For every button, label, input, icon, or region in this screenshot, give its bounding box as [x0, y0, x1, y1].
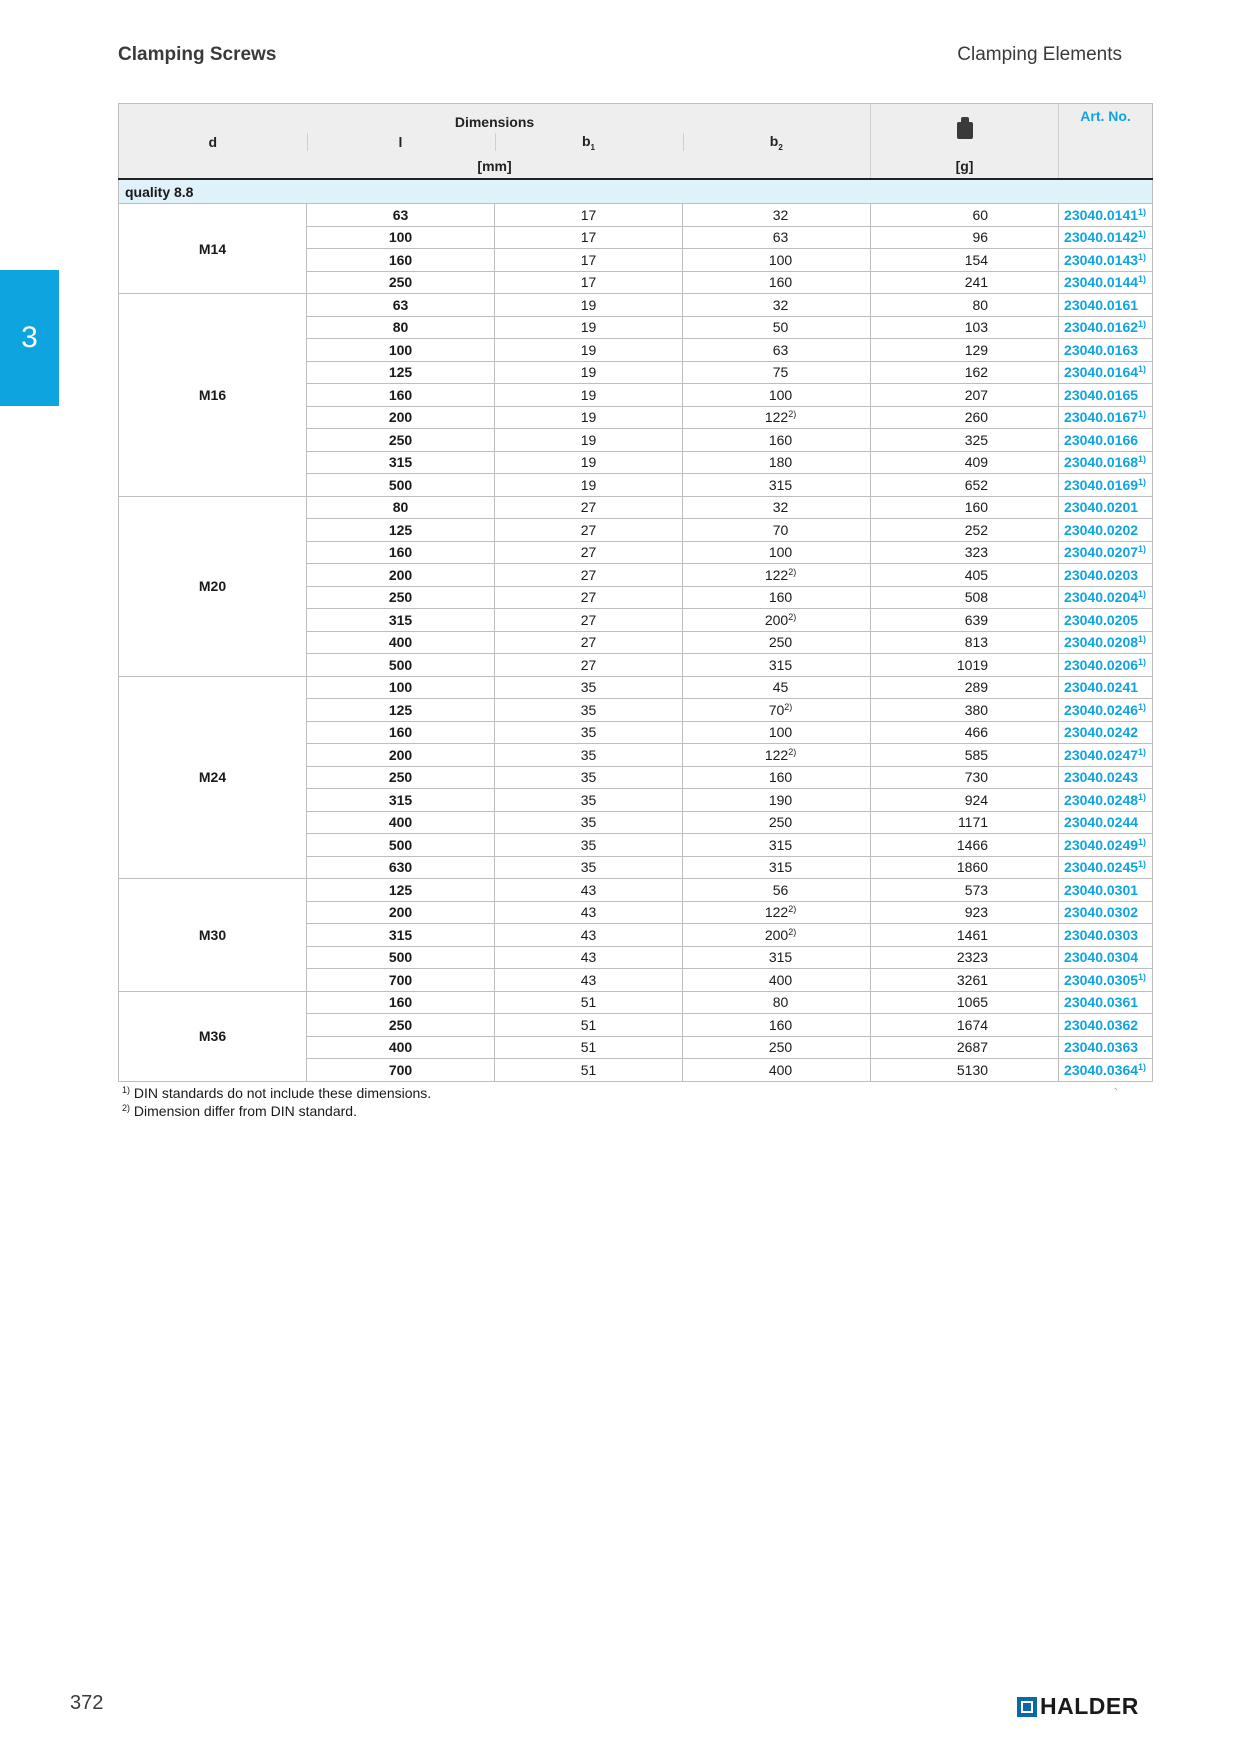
- b1-cell: 35: [495, 699, 683, 722]
- weight-cell: 924: [871, 789, 1059, 812]
- b1-cell: 17: [495, 271, 683, 294]
- weight-cell: 405: [871, 564, 1059, 587]
- art-no-link[interactable]: 23040.0302: [1059, 901, 1153, 924]
- b1-cell: 51: [495, 1036, 683, 1059]
- b1-cell: 19: [495, 406, 683, 429]
- art-no-link[interactable]: 23040.0242: [1059, 721, 1153, 744]
- weight-cell: 289: [871, 676, 1059, 699]
- weight-cell: 573: [871, 879, 1059, 902]
- weight-cell: 1019: [871, 654, 1059, 677]
- chapter-tab[interactable]: 3: [0, 270, 59, 406]
- art-no-link[interactable]: 23040.0165: [1059, 384, 1153, 407]
- length-cell: 315: [307, 924, 495, 947]
- b2-cell: 315: [683, 856, 871, 879]
- length-cell: 125: [307, 361, 495, 384]
- art-no-link[interactable]: 23040.0162$^{1)}$: [1059, 316, 1153, 339]
- weight-cell: 260: [871, 406, 1059, 429]
- b2-cell: 160: [683, 586, 871, 609]
- b2-cell: 50: [683, 316, 871, 339]
- art-no-link[interactable]: 23040.0201: [1059, 496, 1153, 519]
- b1-cell: 27: [495, 654, 683, 677]
- b1-cell: 17: [495, 226, 683, 249]
- b2-cell: 70$^{2)}$: [683, 699, 871, 722]
- weight-cell: 380: [871, 699, 1059, 722]
- b1-cell: 35: [495, 721, 683, 744]
- b2-cell: 315: [683, 946, 871, 969]
- weight-cell: 813: [871, 631, 1059, 654]
- length-cell: 250: [307, 586, 495, 609]
- page-number: 372: [70, 1692, 104, 1714]
- section-title: Clamping Screws: [118, 44, 277, 65]
- footnote-2: $^{2)}$ Dimension differ from DIN standard.: [122, 1103, 357, 1119]
- art-no-link[interactable]: 23040.0361: [1059, 991, 1153, 1014]
- b1-cell: 27: [495, 564, 683, 587]
- art-no-link[interactable]: 23040.0168$^{1)}$: [1059, 451, 1153, 474]
- art-no-link[interactable]: 23040.0202: [1059, 519, 1153, 542]
- quality-section: [119, 179, 1153, 204]
- art-no-link[interactable]: 23040.0166: [1059, 429, 1153, 452]
- art-no-link[interactable]: 23040.0249$^{1)}$: [1059, 834, 1153, 857]
- b1-cell: 19: [495, 384, 683, 407]
- thread-size-cell: M20: [119, 496, 307, 676]
- b1-cell: 27: [495, 519, 683, 542]
- thread-size-cell: M30: [119, 879, 307, 992]
- b2-cell: 250: [683, 631, 871, 654]
- art-no-link[interactable]: 23040.0241: [1059, 676, 1153, 699]
- table-row: [119, 991, 1153, 1014]
- art-no-link[interactable]: 23040.0161: [1059, 294, 1153, 317]
- b1-cell: 27: [495, 609, 683, 632]
- thread-size-cell: M36: [119, 991, 307, 1081]
- b1-cell: 27: [495, 631, 683, 654]
- length-cell: 315: [307, 451, 495, 474]
- weight-cell: 154: [871, 249, 1059, 272]
- length-cell: 160: [307, 249, 495, 272]
- weight-cell: 207: [871, 384, 1059, 407]
- b2-cell: 315: [683, 834, 871, 857]
- halder-logo-icon: [1017, 1697, 1037, 1717]
- art-no-header: Art. No.: [1059, 104, 1153, 180]
- length-cell: 200: [307, 406, 495, 429]
- b1-cell: 43: [495, 924, 683, 947]
- weight-cell: 1674: [871, 1014, 1059, 1037]
- footnote-1: $^{1)}$ DIN standards do not include these dimensions.: [122, 1085, 432, 1101]
- chapter-title: Clamping Elements: [957, 44, 1122, 65]
- b1-cell: 35: [495, 744, 683, 767]
- art-no-link[interactable]: 23040.0305$^{1)}$: [1059, 969, 1153, 992]
- weight-cell: 60: [871, 204, 1059, 227]
- art-no-link[interactable]: 23040.0163: [1059, 339, 1153, 362]
- weight-cell: 730: [871, 766, 1059, 789]
- b1-cell: 27: [495, 541, 683, 564]
- unit-g: [g]: [871, 154, 1059, 179]
- table-body: [119, 204, 1153, 1082]
- b2-cell: 160: [683, 766, 871, 789]
- length-cell: 400: [307, 1036, 495, 1059]
- art-no-link[interactable]: 23040.0363: [1059, 1036, 1153, 1059]
- col-d-header: d: [119, 130, 307, 154]
- art-no-link[interactable]: 23040.0206$^{1)}$: [1059, 654, 1153, 677]
- length-cell: 125: [307, 879, 495, 902]
- weight-cell: 1065: [871, 991, 1059, 1014]
- b2-cell: 63: [683, 226, 871, 249]
- weight-cell: 639: [871, 609, 1059, 632]
- weight-cell: 1461: [871, 924, 1059, 947]
- b2-cell: 100: [683, 541, 871, 564]
- product-table-wrap: [118, 103, 1147, 1082]
- col-b1-header: $b_1$: [495, 130, 683, 154]
- b2-cell: 400: [683, 969, 871, 992]
- b1-cell: 35: [495, 856, 683, 879]
- art-no-link[interactable]: 23040.0248$^{1)}$: [1059, 789, 1153, 812]
- length-cell: 63: [307, 204, 495, 227]
- product-table: [118, 103, 1153, 1082]
- weight-header: [871, 104, 1059, 155]
- art-no-link[interactable]: 23040.0142$^{1)}$: [1059, 226, 1153, 249]
- art-no-link[interactable]: 23040.0164$^{1)}$: [1059, 361, 1153, 384]
- b1-cell: 35: [495, 834, 683, 857]
- weight-cell: 508: [871, 586, 1059, 609]
- b2-cell: 160: [683, 271, 871, 294]
- table-row: [119, 676, 1153, 699]
- col-l-header: l: [307, 130, 495, 154]
- art-no-link[interactable]: 23040.0204$^{1)}$: [1059, 586, 1153, 609]
- b1-cell: 27: [495, 496, 683, 519]
- b2-cell: 45: [683, 676, 871, 699]
- art-no-link[interactable]: 23040.0301: [1059, 879, 1153, 902]
- length-cell: 250: [307, 766, 495, 789]
- length-cell: 160: [307, 541, 495, 564]
- b1-cell: 19: [495, 316, 683, 339]
- dimensions-group-header: Dimensions: [119, 104, 871, 131]
- length-cell: 400: [307, 631, 495, 654]
- weight-cell: 129: [871, 339, 1059, 362]
- b2-cell: 75: [683, 361, 871, 384]
- length-cell: 500: [307, 654, 495, 677]
- b2-cell: 122$^{2)}$: [683, 901, 871, 924]
- length-cell: 100: [307, 676, 495, 699]
- b2-cell: 200$^{2)}$: [683, 924, 871, 947]
- b2-cell: 100: [683, 384, 871, 407]
- footnotes: [122, 1084, 431, 1120]
- length-cell: 500: [307, 834, 495, 857]
- b1-cell: 17: [495, 204, 683, 227]
- length-cell: 630: [307, 856, 495, 879]
- b2-cell: 32: [683, 496, 871, 519]
- art-no-link[interactable]: 23040.0205: [1059, 609, 1153, 632]
- length-cell: 100: [307, 339, 495, 362]
- thread-size-cell: M16: [119, 294, 307, 497]
- weight-cell: 103: [871, 316, 1059, 339]
- length-cell: 250: [307, 429, 495, 452]
- b2-cell: 122$^{2)}$: [683, 406, 871, 429]
- art-no-link[interactable]: 23040.0364$^{1)}$: [1059, 1059, 1153, 1082]
- weight-cell: 585: [871, 744, 1059, 767]
- length-cell: 700: [307, 1059, 495, 1082]
- thread-size-cell: M14: [119, 204, 307, 294]
- thread-size-cell: M24: [119, 676, 307, 879]
- weight-cell: 162: [871, 361, 1059, 384]
- halder-logo: [1017, 1693, 1139, 1720]
- weight-cell: 5130: [871, 1059, 1059, 1082]
- b1-cell: 35: [495, 789, 683, 812]
- length-cell: 315: [307, 789, 495, 812]
- length-cell: 80: [307, 496, 495, 519]
- b1-cell: 19: [495, 451, 683, 474]
- weight-cell: 2323: [871, 946, 1059, 969]
- weight-cell: 96: [871, 226, 1059, 249]
- art-no-link[interactable]: 23040.0247$^{1)}$: [1059, 744, 1153, 767]
- weight-icon: [957, 117, 973, 139]
- b2-cell: 70: [683, 519, 871, 542]
- length-cell: 160: [307, 384, 495, 407]
- b1-cell: 27: [495, 586, 683, 609]
- art-no-link[interactable]: 23040.0245$^{1)}$: [1059, 856, 1153, 879]
- b2-cell: 32: [683, 204, 871, 227]
- b2-cell: 122$^{2)}$: [683, 564, 871, 587]
- art-no-link[interactable]: 23040.0207$^{1)}$: [1059, 541, 1153, 564]
- art-no-link[interactable]: 23040.0143$^{1)}$: [1059, 249, 1153, 272]
- art-no-link[interactable]: 23040.0304: [1059, 946, 1153, 969]
- b2-cell: 160: [683, 429, 871, 452]
- b2-cell: 400: [683, 1059, 871, 1082]
- weight-cell: 252: [871, 519, 1059, 542]
- b1-cell: 43: [495, 969, 683, 992]
- art-no-link[interactable]: 23040.0303: [1059, 924, 1153, 947]
- col-b2-header: $b_2$: [683, 130, 871, 154]
- length-cell: 63: [307, 294, 495, 317]
- b1-cell: 35: [495, 811, 683, 834]
- table-header: [119, 104, 1153, 180]
- b2-cell: 180: [683, 451, 871, 474]
- b1-cell: 51: [495, 1014, 683, 1037]
- art-no-link[interactable]: 23040.0244: [1059, 811, 1153, 834]
- b2-cell: 315: [683, 654, 871, 677]
- b2-cell: 250: [683, 1036, 871, 1059]
- length-cell: 160: [307, 721, 495, 744]
- b1-cell: 19: [495, 474, 683, 497]
- b2-cell: 250: [683, 811, 871, 834]
- b1-cell: 35: [495, 676, 683, 699]
- b2-cell: 122$^{2)}$: [683, 744, 871, 767]
- b2-cell: 200$^{2)}$: [683, 609, 871, 632]
- b2-cell: 80: [683, 991, 871, 1014]
- length-cell: 400: [307, 811, 495, 834]
- b2-cell: 100: [683, 721, 871, 744]
- b1-cell: 43: [495, 879, 683, 902]
- b1-cell: 51: [495, 991, 683, 1014]
- weight-cell: 652: [871, 474, 1059, 497]
- logo-text: HALDER: [1040, 1693, 1139, 1719]
- weight-cell: 1466: [871, 834, 1059, 857]
- b1-cell: 19: [495, 294, 683, 317]
- length-cell: 200: [307, 744, 495, 767]
- b2-cell: 56: [683, 879, 871, 902]
- weight-cell: 3261: [871, 969, 1059, 992]
- weight-cell: 241: [871, 271, 1059, 294]
- length-cell: 200: [307, 901, 495, 924]
- quality-label: quality 8.8: [119, 179, 1153, 204]
- b2-cell: 32: [683, 294, 871, 317]
- table-row: [119, 294, 1153, 317]
- b1-cell: 19: [495, 339, 683, 362]
- length-cell: 250: [307, 271, 495, 294]
- art-no-link[interactable]: 23040.0167$^{1)}$: [1059, 406, 1153, 429]
- weight-cell: 1860: [871, 856, 1059, 879]
- b1-cell: 43: [495, 901, 683, 924]
- art-no-link[interactable]: 23040.0203: [1059, 564, 1153, 587]
- b1-cell: 43: [495, 946, 683, 969]
- weight-cell: 923: [871, 901, 1059, 924]
- b1-cell: 17: [495, 249, 683, 272]
- tick-mark: `: [1114, 1086, 1118, 1100]
- weight-cell: 80: [871, 294, 1059, 317]
- length-cell: 200: [307, 564, 495, 587]
- table-row: [119, 204, 1153, 227]
- b2-cell: 315: [683, 474, 871, 497]
- b1-cell: 19: [495, 429, 683, 452]
- art-no-link[interactable]: 23040.0246$^{1)}$: [1059, 699, 1153, 722]
- b2-cell: 190: [683, 789, 871, 812]
- b1-cell: 51: [495, 1059, 683, 1082]
- art-no-link[interactable]: 23040.0169$^{1)}$: [1059, 474, 1153, 497]
- b1-cell: 35: [495, 766, 683, 789]
- length-cell: 80: [307, 316, 495, 339]
- length-cell: 250: [307, 1014, 495, 1037]
- weight-cell: 1171: [871, 811, 1059, 834]
- weight-cell: 325: [871, 429, 1059, 452]
- b2-cell: 100: [683, 249, 871, 272]
- length-cell: 500: [307, 946, 495, 969]
- art-no-link[interactable]: 23040.0141$^{1)}$: [1059, 204, 1153, 227]
- art-no-link[interactable]: 23040.0208$^{1)}$: [1059, 631, 1153, 654]
- art-no-link[interactable]: 23040.0243: [1059, 766, 1153, 789]
- length-cell: 500: [307, 474, 495, 497]
- art-no-link[interactable]: 23040.0144$^{1)}$: [1059, 271, 1153, 294]
- weight-cell: 409: [871, 451, 1059, 474]
- length-cell: 100: [307, 226, 495, 249]
- b2-cell: 63: [683, 339, 871, 362]
- weight-cell: 323: [871, 541, 1059, 564]
- table-row: [119, 879, 1153, 902]
- art-no-link[interactable]: 23040.0362: [1059, 1014, 1153, 1037]
- b2-cell: 160: [683, 1014, 871, 1037]
- length-cell: 160: [307, 991, 495, 1014]
- b1-cell: 19: [495, 361, 683, 384]
- weight-cell: 160: [871, 496, 1059, 519]
- weight-cell: 2687: [871, 1036, 1059, 1059]
- length-cell: 125: [307, 699, 495, 722]
- length-cell: 125: [307, 519, 495, 542]
- table-row: [119, 496, 1153, 519]
- length-cell: 700: [307, 969, 495, 992]
- unit-mm: [mm]: [119, 154, 871, 179]
- weight-cell: 466: [871, 721, 1059, 744]
- length-cell: 315: [307, 609, 495, 632]
